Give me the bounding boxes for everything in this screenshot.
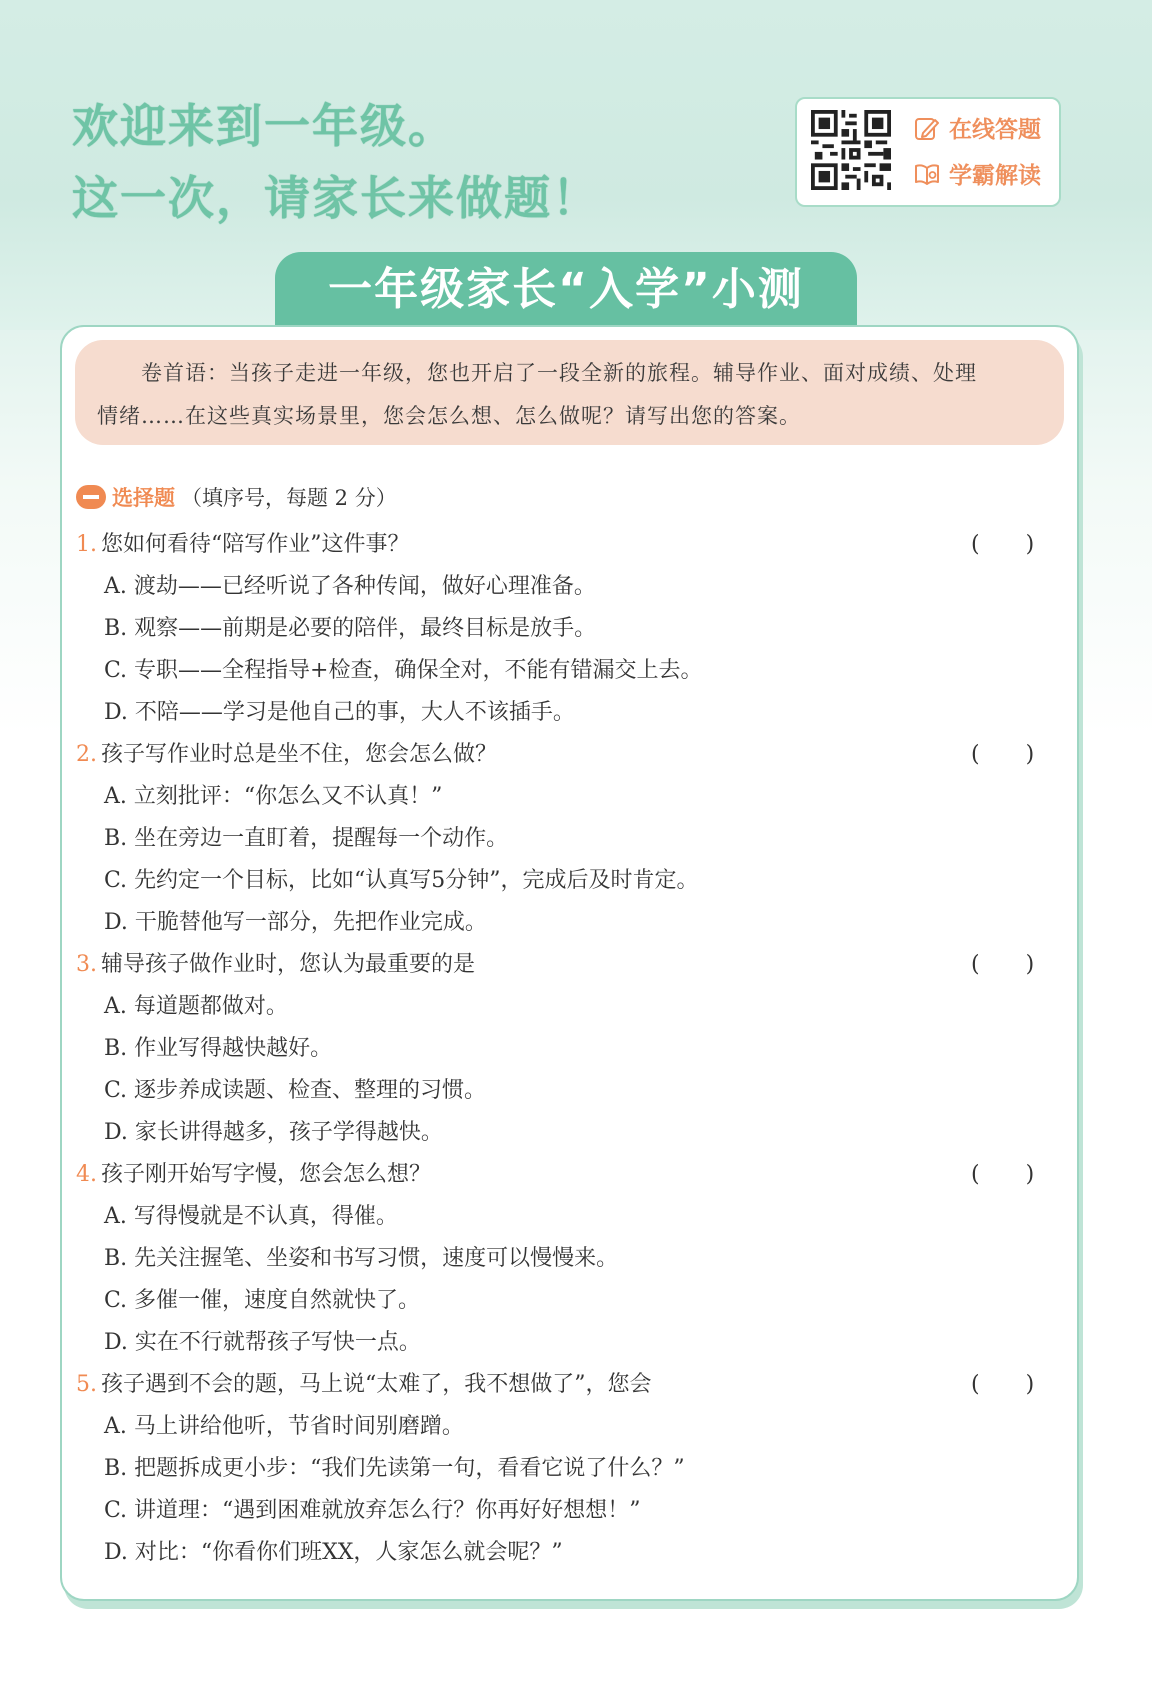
option-b: B. 观察——前期是必要的陪伴，最终目标是放手。: [104, 616, 597, 641]
answer-blank[interactable]: (): [971, 952, 1081, 977]
open-book-icon: [913, 160, 941, 188]
answer-blank[interactable]: (): [971, 532, 1081, 557]
question-number: 5.: [76, 1372, 97, 1397]
qr-panel: [795, 97, 1061, 207]
option-b: B. 坐在旁边一直盯着，提醒每一个动作。: [104, 826, 509, 851]
option-c: C. 讲道理：“遇到困难就放弃怎么行？你再好好想想！”: [104, 1498, 641, 1523]
option-b: B. 作业写得越快越好。: [104, 1036, 333, 1061]
option-b: B. 先关注握笔、坐姿和书写习惯，速度可以慢慢来。: [104, 1246, 619, 1271]
option-d: D. 实在不行就帮孩子写快一点。: [104, 1330, 421, 1355]
qr-code-icon[interactable]: [811, 110, 891, 190]
question-number: 3.: [76, 952, 97, 977]
question-text: 辅导孩子做作业时，您认为最重要的是: [101, 952, 476, 977]
option-a: A. 立刻批评：“你怎么又不认真！”: [104, 784, 443, 809]
question-number: 2.: [76, 742, 97, 767]
option-c: C. 专职——全程指导+检查，确保全对，不能有错漏交上去。: [104, 658, 703, 683]
question-5: [76, 1364, 1081, 1406]
option-d: D. 家长讲得越多，孩子学得越快。: [104, 1120, 443, 1145]
expert-explain-label: 学霸解读: [949, 163, 1041, 189]
quiz-card: [60, 325, 1079, 1601]
section-note: （填序号，每题 2 分）: [181, 486, 397, 510]
answer-blank[interactable]: (): [971, 742, 1081, 767]
parent-headline: 这一次，请家长来做题！: [72, 171, 600, 225]
section-number-badge-icon: [76, 485, 106, 509]
question-text: 孩子刚开始写字慢，您会怎么想？: [101, 1162, 432, 1187]
answer-blank[interactable]: (): [971, 1162, 1081, 1187]
question-1: [76, 524, 1081, 566]
preface-line-2: 情绪……在这些真实场景里，您会怎么想、怎么做呢？请写出您的答案。: [97, 404, 801, 428]
welcome-headline: 欢迎来到一年级。: [72, 99, 456, 153]
online-answer-label: 在线答题: [949, 117, 1041, 143]
preface-line-1: 卷首语：当孩子走进一年级，您也开启了一段全新的旅程。辅导作业、面对成绩、处理: [141, 361, 977, 385]
option-c: C. 先约定一个目标，比如“认真写5分钟”，完成后及时肯定。: [104, 868, 699, 893]
question-2: [76, 734, 1081, 776]
option-a: A. 每道题都做对。: [104, 994, 288, 1019]
question-number: 1.: [76, 532, 97, 557]
option-d: D. 干脆替他写一部分，先把作业完成。: [104, 910, 487, 935]
preface-box: [75, 340, 1064, 445]
pencil-edit-icon: [913, 114, 941, 142]
section-title: 选择题: [112, 486, 175, 510]
quiz-title: 一年级家长“入学”小测: [275, 252, 857, 328]
question-text: 您如何看待“陪写作业”这件事？: [101, 532, 410, 557]
online-answer-link[interactable]: [913, 111, 1041, 144]
option-c: C. 逐步养成读题、检查、整理的习惯。: [104, 1078, 487, 1103]
answer-blank[interactable]: (): [971, 1372, 1081, 1397]
option-a: A. 渡劫——已经听说了各种传闻，做好心理准备。: [104, 574, 596, 599]
expert-explain-link[interactable]: [913, 157, 1041, 190]
option-a: A. 写得慢就是不认真，得催。: [104, 1204, 398, 1229]
option-c: C. 多催一催，速度自然就快了。: [104, 1288, 421, 1313]
option-d: D. 对比：“你看你们班XX，人家怎么就会呢？”: [104, 1540, 563, 1565]
question-text: 孩子写作业时总是坐不住，您会怎么做？: [101, 742, 498, 767]
section-heading: [76, 482, 397, 512]
option-b: B. 把题拆成更小步：“我们先读第一句，看看它说了什么？”: [104, 1456, 685, 1481]
question-4: [76, 1154, 1081, 1196]
question-list: [76, 524, 1081, 1574]
option-d: D. 不陪——学习是他自己的事，大人不该插手。: [104, 700, 575, 725]
question-text: 孩子遇到不会的题，马上说“太难了，我不想做了”，您会: [101, 1372, 652, 1397]
question-3: [76, 944, 1081, 986]
question-number: 4.: [76, 1162, 97, 1187]
option-a: A. 马上讲给他听，节省时间别磨蹭。: [104, 1414, 464, 1439]
